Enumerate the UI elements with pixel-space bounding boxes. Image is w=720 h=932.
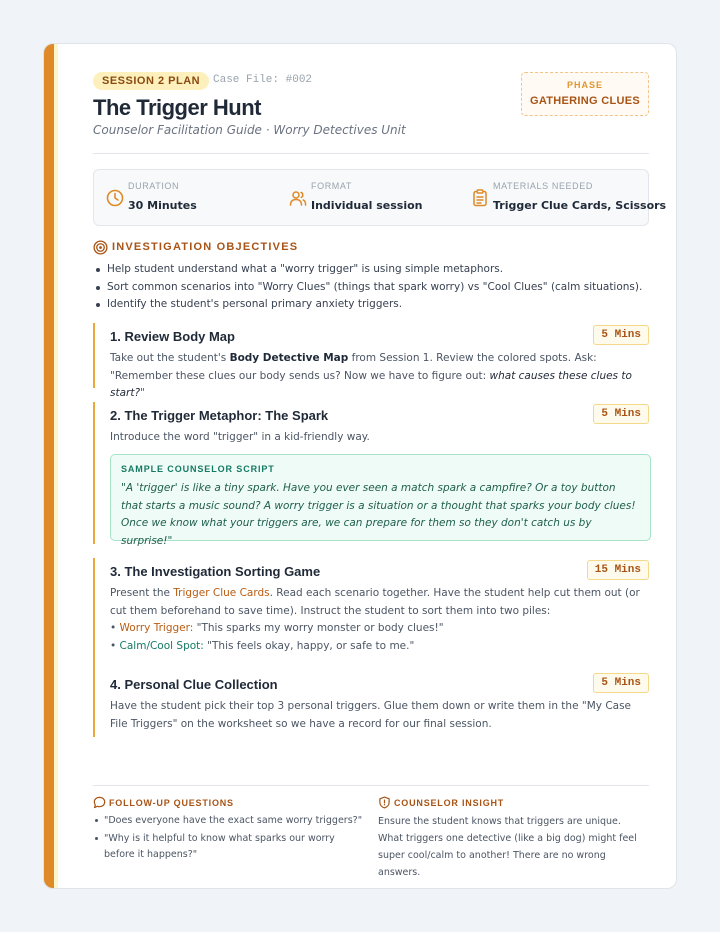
trigger-clue-cards-ref: Trigger Clue Cards (173, 587, 270, 599)
step-duration: 5 Mins (593, 325, 649, 345)
format-label: FORMAT (311, 181, 352, 191)
session-meta (93, 169, 667, 226)
step-text: Take out the student's Body Detective Map from Session 1. Review the colored spots. Ask: "Remember these clues our body sends us? Now we have to figure out: what causes these clues to start?" (110, 352, 632, 399)
insight-text: Ensure the student knows that triggers are unique. What triggers one detective (like a big dog) might feel super cool/calm to another! There are no wrong answers. (378, 816, 637, 878)
phase-value: GATHERING CLUES (529, 95, 641, 107)
phase-label: PHASE (566, 80, 603, 90)
step-title: 4. Personal Clue Collection (110, 677, 278, 692)
step-title: 1. Review Body Map (110, 329, 235, 344)
lesson-content (93, 44, 667, 888)
page-subtitle: Counselor Facilitation Guide · Worry Detectives Unit (93, 123, 406, 137)
body-detective-map-ref: Body Detective Map (229, 352, 349, 364)
materials-label: MATERIALS NEEDED (493, 181, 593, 191)
insight-title: COUNSELOR INSIGHT (394, 798, 505, 808)
session-badge: SESSION 2 PLAN (93, 72, 209, 90)
format-value: Individual session (311, 199, 423, 212)
users-icon (288, 188, 308, 208)
speech-bubble-icon (93, 796, 106, 809)
step-duration: 15 Mins (587, 560, 649, 580)
script-text: "A 'trigger' is like a tiny spark. Have you ever seen a match spark a campfire? Or a toy button that starts a music sound? A worry trigger is a situation or a thought that sparks your body clues! Once we know what your triggers are, we can prepare for them so they don't catch us by surprise!" (121, 482, 636, 547)
list-item: Help student understand what a "worry trigger" is using simple metaphors. (93, 261, 649, 279)
list-item: "Why is it helpful to know what sparks our worry before it happens?" (93, 831, 368, 863)
page-title: The Trigger Hunt (93, 95, 261, 120)
objectives-list (93, 261, 649, 314)
step-duration: 5 Mins (593, 673, 649, 693)
step-trigger-metaphor (93, 402, 649, 547)
footer-divider (93, 785, 649, 786)
step-title: 2. The Trigger Metaphor: The Spark (110, 408, 329, 423)
lesson-plan-card (43, 43, 677, 889)
clipboard-icon (470, 188, 490, 208)
duration-label: DURATION (128, 181, 180, 191)
step-review-body-map (93, 323, 649, 399)
followup-list (93, 813, 368, 865)
duration-value: 30 Minutes (128, 199, 197, 212)
step-text: Introduce the word "trigger" in a kid-friendly way. (110, 431, 370, 443)
pile-calm: • Calm/Cool Spot: "This feels okay, happy, or safe to me." (110, 639, 415, 652)
step-title: 3. The Investigation Sorting Game (110, 564, 321, 579)
accent-stripe (44, 44, 54, 888)
header-divider (93, 153, 649, 154)
step-text: Present the Trigger Clue Cards. Read each scenario together. Have the student help cut them out (or cut them beforehand to save time). Instruct the student to sort them into two piles: • Worry Trigger: "This sparks my worry monster or body clues!" • Calm/Cool Spot: "This feels okay, happy, or safe to me." (110, 585, 646, 655)
list-item: "Does everyone have the exact same worry triggers?" (93, 813, 368, 829)
script-label: SAMPLE COUNSELOR SCRIPT (121, 464, 275, 474)
step-duration: 5 Mins (593, 404, 649, 424)
clock-icon (105, 188, 125, 208)
target-icon (93, 240, 108, 255)
phase-box (521, 72, 649, 116)
list-item: Sort common scenarios into "Worry Clues" (things that spark worry) vs "Cool Clues" (calm situations). (93, 279, 649, 297)
step-text: Have the student pick their top 3 personal triggers. Glue them down or write them in the "My Case File Triggers" on the worksheet so we have a record for our final session. (110, 700, 632, 730)
step-personal-clue-collection (93, 671, 649, 737)
objectives-title: INVESTIGATION OBJECTIVES (112, 241, 299, 253)
materials-value: Trigger Clue Cards, Scissors (493, 199, 667, 212)
shield-alert-icon (378, 796, 391, 809)
key-question: what causes these clues to start? (110, 369, 632, 399)
accent-stripe-inner (54, 44, 58, 888)
list-item: Identify the student's personal primary anxiety triggers. (93, 296, 649, 314)
pile-worry: • Worry Trigger: "This sparks my worry monster or body clues!" (110, 622, 444, 634)
case-file-number: Case File: #002 (213, 74, 313, 86)
counselor-script-box (110, 454, 651, 547)
followup-title: FOLLOW-UP QUESTIONS (109, 798, 234, 808)
